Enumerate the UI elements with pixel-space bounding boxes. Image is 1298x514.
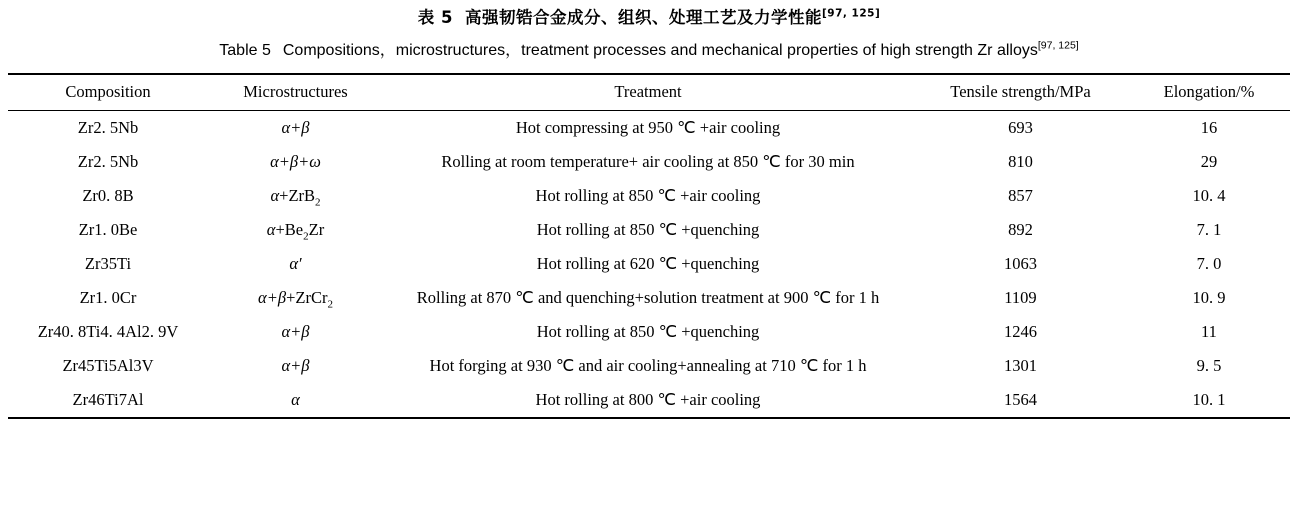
zr-alloy-properties-table	[8, 73, 1290, 419]
column-header-microstructures: Microstructures	[208, 74, 383, 111]
cell-microstructure: α+β+ω	[270, 152, 321, 172]
cell-microstructure: α′	[289, 254, 302, 274]
cell-microstructure: α+ZrB$_2$	[270, 186, 321, 209]
cell-tensile-strength: 1246	[1004, 322, 1037, 342]
table-row	[8, 315, 1290, 349]
cell-microstructure: $\alpha+Be_2Zr$	[266, 220, 325, 243]
cell-elongation: 10. 9	[1192, 288, 1226, 308]
cell-elongation: 11	[1201, 322, 1217, 342]
cell-elongation: 10. 4	[1192, 186, 1226, 206]
table-container	[8, 73, 1290, 419]
table-row	[8, 349, 1290, 383]
cell-tensile-strength: 892	[1008, 220, 1033, 240]
cell-treatment: Rolling at 870 ℃ and quenching+solution treatment at 900 ℃ for 1 h	[416, 288, 880, 308]
cell-tensile-strength: 693	[913, 111, 1128, 146]
cell-composition: Zr1. 0Be	[78, 220, 138, 240]
cell-microstructure: α+β+ZrCr$_2$	[258, 288, 333, 311]
caption-english	[0, 28, 1298, 62]
cell-treatment: Hot rolling at 800 ℃ +air cooling	[383, 383, 913, 418]
cell-treatment: Hot rolling at 850 ℃ +quenching	[536, 220, 760, 240]
table-row	[8, 213, 1290, 247]
cell-composition: Zr0. 8B	[82, 186, 134, 206]
cell-elongation: 7. 1	[1196, 220, 1222, 240]
cell-elongation: 10. 1	[1128, 383, 1290, 418]
cell-microstructure: α+β	[281, 322, 310, 342]
caption-chinese-label: 表 5	[417, 8, 453, 27]
cell-tensile-strength: 1109	[1004, 288, 1037, 308]
table-row	[8, 179, 1290, 213]
cell-elongation: 9. 5	[1196, 356, 1222, 376]
cell-elongation: 7. 0	[1196, 254, 1222, 274]
table-row	[8, 111, 1290, 146]
cell-elongation: 29	[1200, 152, 1218, 172]
table-row	[8, 247, 1290, 281]
caption-english-reference: [97, 125]	[1037, 40, 1079, 53]
caption-chinese-reference: [97, 125]	[821, 7, 881, 20]
cell-elongation: 16	[1128, 111, 1290, 146]
cell-composition: Zr40. 8Ti4. 4Al2. 9V	[37, 322, 179, 342]
cell-tensile-strength: 857	[1008, 186, 1033, 206]
caption-chinese	[0, 0, 1298, 28]
cell-tensile-strength: 810	[1008, 152, 1033, 172]
cell-tensile-strength: 1063	[1004, 254, 1037, 274]
column-header-elongation: Elongation/%	[1128, 74, 1290, 111]
cell-composition: Zr46Ti7Al	[8, 383, 208, 418]
cell-treatment: Hot rolling at 850 ℃ +air cooling	[535, 186, 761, 206]
cell-composition: Zr2. 5Nb	[77, 152, 139, 172]
cell-composition: Zr35Ti	[84, 254, 132, 274]
table-body	[8, 111, 1290, 419]
caption-english-label: Table 5	[219, 42, 271, 60]
cell-microstructure: α+β	[281, 356, 310, 376]
cell-composition: Zr1. 0Cr	[79, 288, 137, 308]
table-header	[8, 74, 1290, 111]
cell-treatment: Rolling at room temperature+ air cooling at 850 ℃ for 30 min	[441, 152, 855, 172]
caption-english-title: Compositions，microstructures，treatment processes and mechanical properties of high strength Zr alloys	[282, 42, 1038, 60]
cell-tensile-strength: 1564	[913, 383, 1128, 418]
table-header-row	[8, 74, 1290, 111]
cell-composition: Zr2. 5Nb	[8, 111, 208, 146]
table-row	[8, 383, 1290, 418]
table-row	[8, 145, 1290, 179]
cell-treatment: Hot rolling at 620 ℃ +quenching	[536, 254, 760, 274]
column-header-tensile-strength: Tensile strength/MPa	[913, 74, 1128, 111]
column-header-composition: Composition	[8, 74, 208, 111]
caption-chinese-title: 高强韧锆合金成分、组织、处理工艺及力学性能	[464, 8, 822, 27]
table-row	[8, 281, 1290, 315]
cell-treatment: Hot forging at 930 ℃ and air cooling+annealing at 710 ℃ for 1 h	[429, 356, 867, 376]
column-header-treatment: Treatment	[383, 74, 913, 111]
cell-microstructure: α+β	[208, 111, 383, 146]
cell-tensile-strength: 1301	[1004, 356, 1037, 376]
cell-treatment: Hot rolling at 850 ℃ +quenching	[536, 322, 760, 342]
cell-composition: Zr45Ti5Al3V	[62, 356, 154, 376]
cell-microstructure: α	[208, 383, 383, 418]
cell-treatment: Hot compressing at 950 ℃ +air cooling	[383, 111, 913, 146]
